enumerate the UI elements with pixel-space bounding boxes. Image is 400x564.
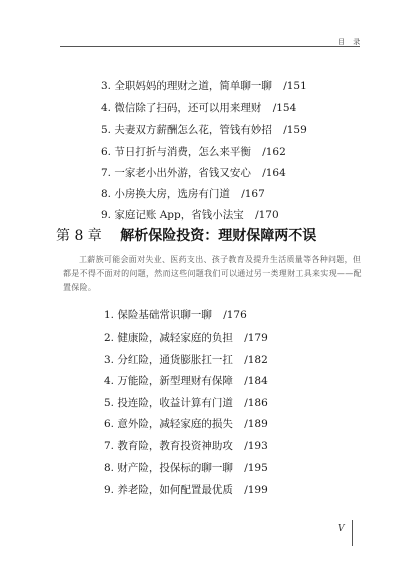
toc-item [104,331,268,345]
toc-item-page: /151 [283,80,307,92]
toc-item-page: /176 [223,309,247,321]
toc-item-number: 7. [104,440,115,452]
toc-item-page: /167 [241,188,265,200]
toc-item [104,308,247,322]
toc-item-title: 万能险，新型理财有保障 [117,375,233,387]
toc-item-number: 7. [101,167,112,179]
toc-item-title: 一家老小出外游，省钱又安心 [114,167,251,179]
toc-item-page: /179 [244,332,268,344]
toc-item-number: 6. [101,146,112,158]
toc-item-page: /186 [244,397,268,409]
toc-item-title: 全职妈妈的理财之道，简单聊一聊 [114,80,272,92]
toc-item-title: 教育险，教育投资神助攻 [117,440,233,452]
toc-item [104,439,268,453]
running-header-title: 目 录 [338,38,364,46]
toc-item-number: 5. [101,124,112,136]
toc-item-page: /199 [244,484,268,496]
toc-item [104,353,268,367]
toc-item [101,79,307,93]
toc-item-title: 节日打折与消费，怎么来平衡 [114,146,251,158]
toc-item-page: /162 [262,146,286,158]
toc-item-page: /184 [244,375,268,387]
chapter-label: 第 8 章 [56,228,102,244]
toc-item-title: 夫妻双方薪酬怎么花，管钱有妙招 [114,124,272,136]
toc-item [101,101,296,115]
toc-item [104,396,268,410]
toc-item-title: 保险基础常识聊一聊 [117,309,212,321]
toc-item-title: 分红险，通货膨胀扛一扛 [117,354,233,366]
toc-item-number: 9. [104,484,115,496]
toc-item-page: /195 [244,462,268,474]
toc-item-title: 养老险，如何配置最优质 [117,484,233,496]
toc-item-page: /159 [283,124,307,136]
footer-rule [352,520,353,546]
toc-item-number: 1. [104,309,115,321]
toc-item-page: /164 [262,167,286,179]
toc-item-page: /193 [244,440,268,452]
toc-item [101,166,286,180]
toc-item-title: 家庭记账 App，省钱小法宝 [114,209,244,221]
toc-item-number: 8. [101,188,112,200]
chapter-title: 解析保险投资：理财保障两不误 [120,228,317,244]
toc-item-number: 8. [104,462,115,474]
toc-item-page: /154 [272,102,297,114]
toc-item-title: 小房换大房，选房有门道 [114,188,230,200]
chapter-intro: 工薪族可能会面对失业、医药支出、孩子教育及提升生活质量等各种问题，但都是不得不面对的问题，然而这些问题我们可以通过另一类理财工具来实现——配置保险。 [63,255,362,292]
header-rule [60,46,360,47]
toc-item [101,123,307,137]
toc-item-page: /170 [255,209,279,221]
toc-item-title: 财产险，投保标的聊一聊 [117,462,233,474]
toc-item-title: 微信除了扫码，还可以用来理财 [114,102,262,114]
toc-item-number: 4. [101,102,112,114]
toc-item-number: 3. [104,354,115,366]
toc-item-title: 投连险，收益计算有门道 [117,397,233,409]
toc-item-page: /182 [244,354,268,366]
toc-item-number: 2. [104,332,115,344]
toc-item [101,208,279,222]
toc-item [104,374,268,388]
toc-item [104,461,268,475]
chapter-heading [56,227,316,245]
page-number: V [338,524,345,534]
toc-item-title: 意外险，减轻家庭的损失 [117,418,233,430]
toc-item [101,145,286,159]
toc-item-number: 9. [101,209,112,221]
toc-item-page: /189 [244,418,268,430]
toc-item [101,187,265,201]
toc-item-number: 5. [104,397,115,409]
toc-item [104,417,268,431]
toc-item-number: 6. [104,418,115,430]
toc-item-title: 健康险，减轻家庭的负担 [117,332,233,344]
toc-item [104,483,268,497]
toc-item-number: 3. [101,80,112,92]
toc-item-number: 4. [104,375,115,387]
